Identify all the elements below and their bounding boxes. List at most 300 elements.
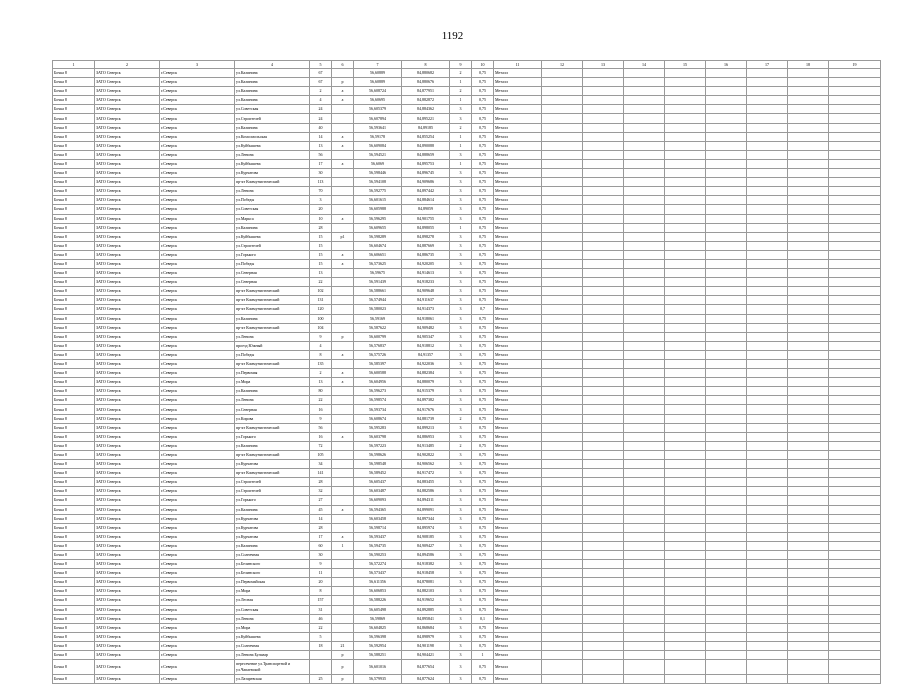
table-cell: ЗАТО Северск [95,660,160,675]
table-cell: 56,585397 [354,360,402,369]
table-cell [542,469,583,478]
table-cell: Бочка 8 [53,487,95,496]
table-cell [829,469,881,478]
table-cell: 56,603487 [354,487,402,496]
table-cell: Бочка 8 [53,550,95,559]
table-cell [747,387,788,396]
table-cell: 84,902822 [402,450,450,459]
table-cell: Бочка 8 [53,332,95,341]
table-cell [706,269,747,278]
table-cell [583,569,624,578]
table-cell: Металл [494,287,542,296]
table-cell: г.Северск [160,596,235,605]
column-header: 6 [332,61,354,69]
table-cell: 17 [310,159,332,168]
table-cell: 56,606651 [354,250,402,259]
table-cell [788,159,829,168]
table-cell: 0,75 [472,550,494,559]
table-cell: 3 [450,387,472,396]
table-cell: ЗАТО Северск [95,550,160,559]
table-cell [829,87,881,96]
table-cell [583,578,624,587]
table-cell [706,205,747,214]
table-cell [332,632,354,641]
table-cell: Металл [494,405,542,414]
table-row [53,278,881,287]
table-cell: 3 [450,532,472,541]
table-cell [829,487,881,496]
table-cell: Металл [494,214,542,223]
table-cell [788,378,829,387]
table-cell: 8 [310,350,332,359]
table-cell: 84,855254 [402,132,450,141]
table-cell [788,587,829,596]
table-cell: 3 [450,675,472,684]
table-cell [829,223,881,232]
table-cell: 3 [450,323,472,332]
table-cell: 3 [450,651,472,660]
table-cell: 3 [450,596,472,605]
table-cell [706,532,747,541]
table-cell: г.Северск [160,651,235,660]
table-cell: ЗАТО Северск [95,241,160,250]
table-cell [332,387,354,396]
table-cell [665,505,706,514]
table-cell: 11 [310,569,332,578]
table-cell: 1 [472,651,494,660]
table-cell: Металл [494,341,542,350]
table-cell [665,350,706,359]
table-cell: г.Северск [160,69,235,78]
table-cell [583,78,624,87]
table-cell: ЗАТО Северск [95,223,160,232]
table-row [53,378,881,387]
table-cell [583,305,624,314]
table-cell: 0,75 [472,187,494,196]
table-row [53,105,881,114]
table-cell [706,414,747,423]
table-cell: ЗАТО Северск [95,269,160,278]
table-cell: 0,75 [472,150,494,159]
table-cell [788,596,829,605]
table-row [53,478,881,487]
table-cell: 3 [450,432,472,441]
table-cell [747,423,788,432]
table-cell [332,460,354,469]
table-cell [788,114,829,123]
table-cell: 0,75 [472,287,494,296]
table-cell [665,378,706,387]
table-cell [542,641,583,650]
table-cell [747,469,788,478]
table-cell [542,287,583,296]
table-cell: Бочка 8 [53,296,95,305]
table-cell [332,323,354,332]
table-cell: Бочка 8 [53,414,95,423]
table-cell: Металл [494,487,542,496]
table-cell: ул.Куйбышева [235,632,310,641]
table-cell: 3 [450,514,472,523]
table-cell: 1 [450,159,472,168]
table-cell [706,378,747,387]
table-cell: 28 [310,223,332,232]
table-cell: 0,75 [472,341,494,350]
table-cell: 3 [450,114,472,123]
table-cell [665,569,706,578]
table-cell [788,387,829,396]
table-cell [624,196,665,205]
table-cell: Металл [494,614,542,623]
table-cell: ул.Калинина [235,314,310,323]
table-cell: 0,75 [472,369,494,378]
table-cell: Металл [494,378,542,387]
table-cell: г.Северск [160,123,235,132]
table-cell: ЗАТО Северск [95,187,160,196]
table-cell: 80 [310,387,332,396]
table-cell: 56,598548 [354,460,402,469]
table-cell [829,587,881,596]
table-cell [332,596,354,605]
table-cell: 0,75 [472,96,494,105]
table-cell: 84,89059 [402,205,450,214]
table-cell [624,114,665,123]
table-cell: 0,75 [472,205,494,214]
table-cell: 0,75 [472,178,494,187]
table-cell: Бочка 8 [53,178,95,187]
table-cell [332,514,354,523]
table-cell [665,323,706,332]
table-cell: 0,75 [472,123,494,132]
table-cell [829,550,881,559]
table-cell: 84,904421 [402,651,450,660]
table-cell [583,660,624,675]
table-cell: Металл [494,532,542,541]
table-cell [542,105,583,114]
table-cell [788,205,829,214]
table-row [53,450,881,459]
table-cell [542,341,583,350]
table-cell: 56,598626 [354,450,402,459]
table-cell [542,323,583,332]
table-cell [583,196,624,205]
table-row [53,423,881,432]
table-cell: ул.Калинина [235,505,310,514]
table-cell [332,560,354,569]
table-cell [665,269,706,278]
table-cell [829,632,881,641]
table-cell [747,378,788,387]
table-cell: 3 [450,478,472,487]
table-cell [706,350,747,359]
table-cell [665,232,706,241]
table-cell: 34 [310,460,332,469]
table-cell: Бочка 8 [53,432,95,441]
table-cell [583,360,624,369]
table-cell: 60 [310,541,332,550]
table-cell: 3 [450,369,472,378]
table-cell: р1 [332,232,354,241]
table-cell: 0,75 [472,605,494,614]
table-cell [332,178,354,187]
table-cell: г.Северск [160,269,235,278]
table-cell [624,269,665,278]
table-cell [706,259,747,268]
table-cell [542,178,583,187]
table-cell: 135 [310,360,332,369]
table-cell: 3 [450,105,472,114]
table-cell [624,123,665,132]
table-cell: Металл [494,278,542,287]
table-cell: ул.Ленина [235,150,310,159]
table-row [53,396,881,405]
table-cell: Бочка 8 [53,596,95,605]
table-row [53,187,881,196]
table-cell [665,287,706,296]
table-cell [542,569,583,578]
table-cell: Металл [494,641,542,650]
table-cell: 0,1 [472,614,494,623]
table-cell [583,150,624,159]
table-cell: 3 [310,196,332,205]
table-cell [788,78,829,87]
table-cell [829,350,881,359]
table-cell: 56,594365 [354,505,402,514]
table-row [53,78,881,87]
table-cell: Бочка 8 [53,378,95,387]
table-cell [624,651,665,660]
table-cell [829,578,881,587]
table-cell [542,587,583,596]
table-cell: 56,59869 [354,614,402,623]
table-cell: р [332,675,354,684]
table-cell: 3 [450,150,472,159]
table-cell: г.Северск [160,532,235,541]
table-cell [829,187,881,196]
table-cell: 3 [450,396,472,405]
table-cell [665,341,706,350]
table-cell: 3 [450,214,472,223]
table-cell: Бочка 8 [53,205,95,214]
table-cell: Бочка 8 [53,360,95,369]
table-cell [332,341,354,350]
table-cell: 4 [310,341,332,350]
table-cell: г.Северск [160,450,235,459]
column-header: 17 [747,61,788,69]
table-cell [829,232,881,241]
table-cell [706,296,747,305]
table-cell: ЗАТО Северск [95,232,160,241]
table-cell [665,123,706,132]
table-cell [332,114,354,123]
table-cell [747,78,788,87]
table-cell [829,141,881,150]
table-cell [829,478,881,487]
table-cell [747,223,788,232]
table-cell: 0,75 [472,587,494,596]
table-cell: г.Северск [160,96,235,105]
table-cell: Бочка 8 [53,578,95,587]
table-cell: 3 [450,541,472,550]
table-cell: Металл [494,660,542,675]
table-cell [788,241,829,250]
table-cell: ЗАТО Северск [95,578,160,587]
table-cell [788,105,829,114]
table-cell: 72 [310,441,332,450]
table-cell: 0,75 [472,323,494,332]
table-cell [665,259,706,268]
table-cell [332,587,354,596]
table-cell: 56,580023 [354,305,402,314]
table-cell: г.Северск [160,523,235,532]
table-cell [829,269,881,278]
table-cell [788,632,829,641]
table-cell [332,578,354,587]
table-cell: г.Северск [160,396,235,405]
data-table [52,60,881,684]
table-cell [624,132,665,141]
table-row [53,69,881,78]
table-cell [706,550,747,559]
table-cell: г.Северск [160,250,235,259]
table-row [53,550,881,559]
table-cell: 2 [310,87,332,96]
table-cell [747,269,788,278]
table-cell [332,105,354,114]
table-cell [665,450,706,459]
table-cell [665,223,706,232]
table-cell: 56,59178 [354,132,402,141]
table-cell [829,241,881,250]
table-cell [747,396,788,405]
table-cell: 56,607894 [354,114,402,123]
table-cell [747,541,788,550]
table-cell: 84,909648 [402,287,450,296]
table-cell: ул.Северная [235,405,310,414]
table-cell: Бочка 8 [53,223,95,232]
table-cell: 56,601615 [354,196,402,205]
table-cell: 84,895753 [402,159,450,168]
table-cell: г.Северск [160,441,235,450]
table-cell: Металл [494,596,542,605]
table-cell [747,278,788,287]
table-cell [706,114,747,123]
table-cell [788,541,829,550]
table-cell: ЗАТО Северск [95,496,160,505]
column-header: 9 [450,61,472,69]
table-row [53,250,881,259]
table-cell: ул.Куйбышева [235,232,310,241]
table-cell [747,169,788,178]
table-cell: 84,886735 [402,250,450,259]
table-cell [624,369,665,378]
table-cell: 15 [310,259,332,268]
table-cell: 46 [310,614,332,623]
table-cell: ЗАТО Северск [95,78,160,87]
table-cell: Бочка 8 [53,314,95,323]
table-cell: 3 [450,287,472,296]
table-cell [706,105,747,114]
table-cell [788,651,829,660]
table-cell [665,141,706,150]
table-cell [624,259,665,268]
table-cell: 3 [450,632,472,641]
table-cell [665,78,706,87]
table-cell [624,96,665,105]
table-cell: 56,605437 [354,478,402,487]
table-row [53,405,881,414]
table-cell [706,641,747,650]
table-cell [542,550,583,559]
table-cell: 0,75 [472,250,494,259]
table-cell: Металл [494,87,542,96]
table-cell [747,314,788,323]
table-cell: Бочка 8 [53,396,95,405]
table-cell: г.Северск [160,496,235,505]
table-cell: 84,901755 [402,214,450,223]
table-cell: 0,75 [472,660,494,675]
table-cell: 84,909686 [402,178,450,187]
table-row [53,369,881,378]
table-cell [624,150,665,159]
table-cell: а [332,96,354,105]
table-cell [332,478,354,487]
table-cell: 3 [450,469,472,478]
table-cell [624,169,665,178]
table-cell [788,496,829,505]
table-cell [829,123,881,132]
table-cell: 84,898278 [402,232,450,241]
table-cell [624,187,665,196]
table-cell: Бочка 8 [53,496,95,505]
table-cell [624,78,665,87]
table-cell: Бочка 8 [53,187,95,196]
table-cell: 56,600588 [354,369,402,378]
table-cell: г.Северск [160,296,235,305]
table-cell [542,660,583,675]
table-cell [747,641,788,650]
table-cell [747,414,788,423]
table-cell [706,96,747,105]
table-cell: г.Северск [160,150,235,159]
table-cell [583,87,624,96]
table-cell: 56,609655 [354,223,402,232]
table-row [53,223,881,232]
table-cell: 3 [450,232,472,241]
table-cell [624,405,665,414]
table-cell [788,150,829,159]
table-cell: 3 [450,614,472,623]
table-cell [624,323,665,332]
table-cell [829,332,881,341]
table-cell [706,323,747,332]
table-cell: ЗАТО Северск [95,675,160,684]
table-cell: 56 [310,150,332,159]
table-cell: 56,598289 [354,232,402,241]
table-cell: ЗАТО Северск [95,487,160,496]
table-cell: ЗАТО Северск [95,132,160,141]
table-cell: ЗАТО Северск [95,532,160,541]
table-cell [583,560,624,569]
table-cell: 0,75 [472,69,494,78]
table-cell [583,441,624,450]
table-cell [665,250,706,259]
table-cell [665,332,706,341]
table-cell: г.Северск [160,105,235,114]
table-cell: Бочка 8 [53,632,95,641]
table-cell [332,523,354,532]
table-cell: г.Северск [160,514,235,523]
table-cell [665,487,706,496]
